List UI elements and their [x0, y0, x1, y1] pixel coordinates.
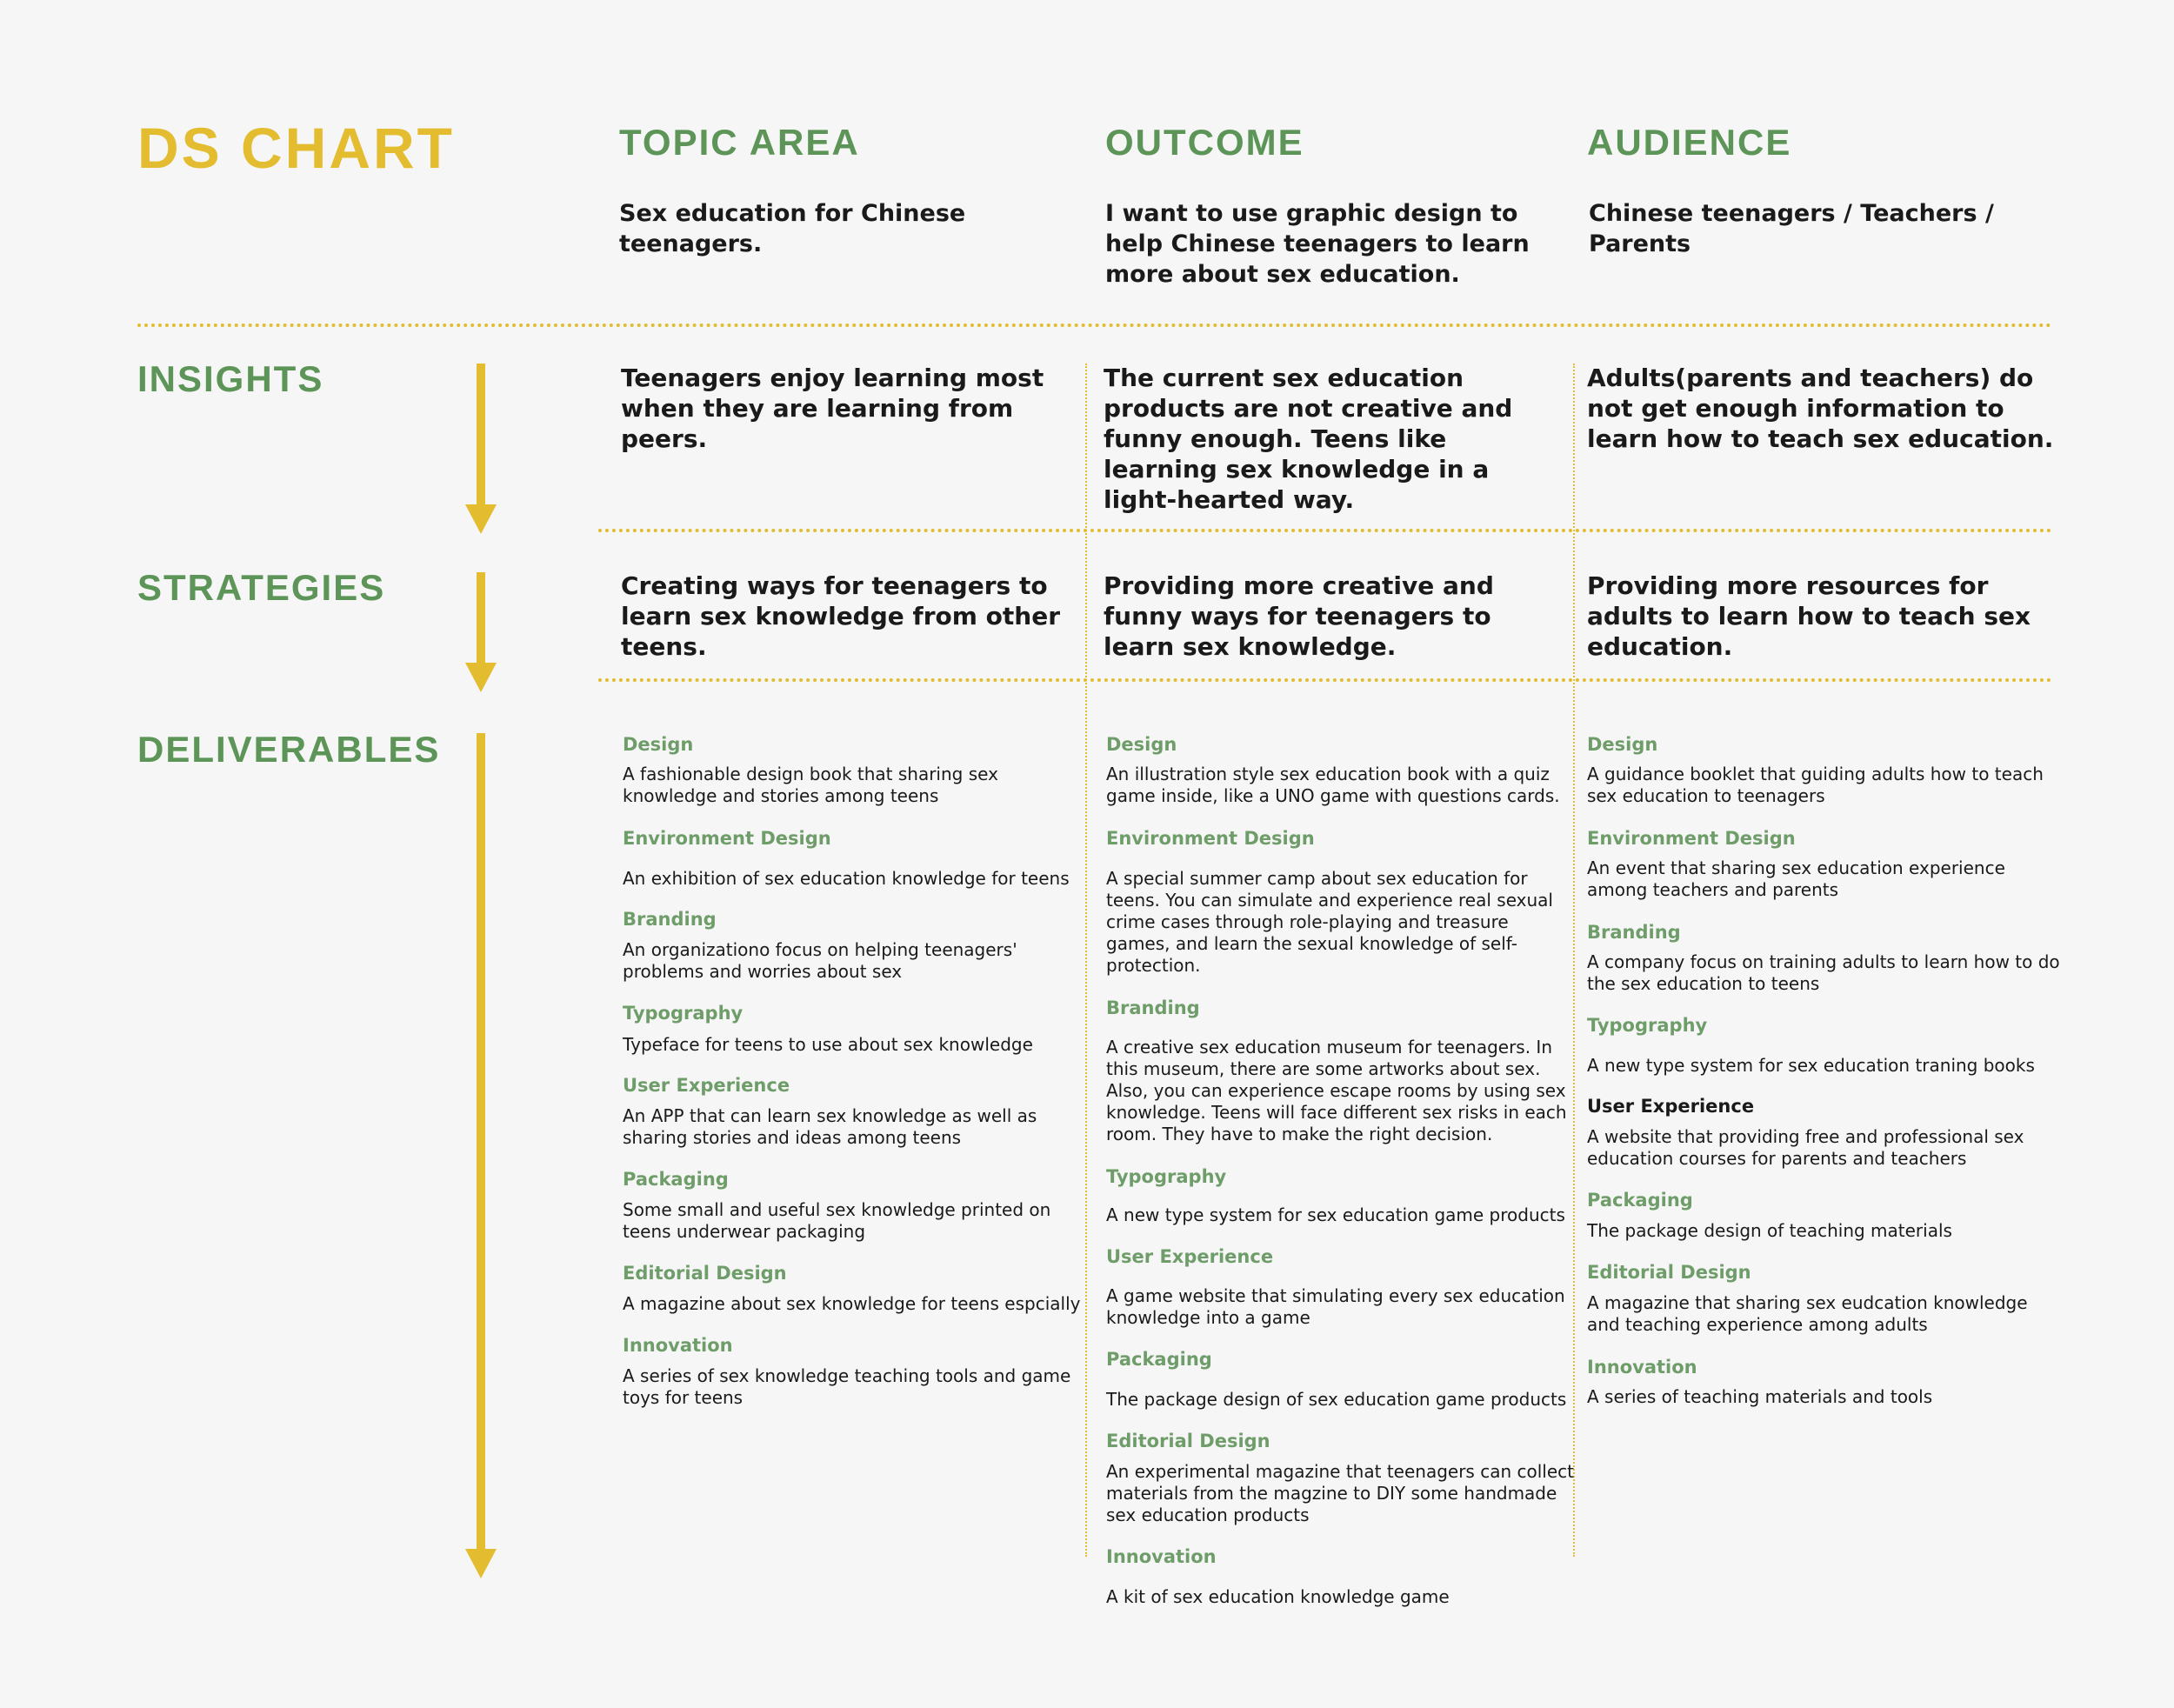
arrow-head-icon — [465, 504, 497, 534]
deliverable-description: An organizationo focus on helping teenagers' problems and worries about sex — [623, 939, 1017, 982]
audience-text: Chinese teenagers / Teachers / Parents — [1589, 200, 1994, 257]
deliverable-description: A new type system for sex education game products — [1106, 1204, 1565, 1225]
deliverable-description: The package design of teaching materials — [1587, 1220, 1952, 1241]
deliverable-description: A magazine about sex knowledge for teens espcially — [623, 1293, 1081, 1314]
strategies-divider — [598, 678, 2052, 682]
deliverable-category: Branding — [1106, 997, 1200, 1018]
deliverable-description: Typeface for teens to use about sex knowledge — [623, 1034, 1033, 1055]
row-heading-insights: INSIGHTS — [137, 358, 324, 399]
deliverable-description: A special summer camp about sex education for teens. You can simulate and experience real sexual crime cases through role-playing and treasure games, and learn the sexual knowledge of self-protection. — [1106, 868, 1553, 976]
deliverable-category: User Experience — [1106, 1246, 1274, 1267]
column-separator-2 — [1573, 364, 1575, 1557]
deliverable-description: A creative sex education museum for teenagers. In this museum, there are some artworks about sex. Also, you can experience escape rooms by using sex knowledge. Teens will face different sex risks in each room. They have to make the right decision. — [1106, 1037, 1567, 1144]
strategy-cell-outcome: Providing more creative and funny ways for teenagers to learn sex knowledge. — [1104, 571, 1494, 661]
deliverable-category: Innovation — [1106, 1546, 1217, 1567]
deliverable-category: Editorial Design — [623, 1263, 787, 1284]
column-heading-outcome: OUTCOME — [1105, 122, 1304, 163]
deliverable-description: The package design of sex education game products — [1106, 1389, 1567, 1410]
deliverable-category: Packaging — [1106, 1349, 1212, 1370]
deliverable-category: Editorial Design — [1587, 1262, 1751, 1283]
header-divider — [137, 324, 2052, 327]
deliverable-category: Typography — [623, 1003, 744, 1024]
column-heading-audience: AUDIENCE — [1587, 122, 1792, 163]
deliverable-description: A game website that simulating every sex education knowledge into a game — [1106, 1285, 1565, 1328]
deliverable-description: An illustration style sex education book with a quiz game inside, like a UNO game with questions cards. — [1106, 764, 1560, 806]
deliverables-arrow — [477, 733, 485, 1551]
row-heading-strategies: STRATEGIES — [137, 567, 386, 608]
chart-title: DS CHART — [137, 116, 455, 180]
arrow-head-icon — [465, 663, 497, 692]
column-heading-topic-area: TOPIC AREA — [619, 122, 860, 163]
deliverable-description: A guidance booklet that guiding adults how to teach sex education to teenagers — [1587, 764, 2044, 806]
strategies-arrow — [477, 572, 485, 664]
row-heading-deliverables: DELIVERABLES — [137, 729, 441, 770]
insight-cell-topic: Teenagers enjoy learning most when they are learning from peers. — [621, 364, 1044, 453]
deliverable-description: A company focus on training adults to learn how to do the sex education to teens — [1587, 951, 2060, 994]
deliverable-category: Typography — [1106, 1166, 1227, 1187]
deliverable-category: Packaging — [623, 1169, 729, 1190]
arrow-head-icon — [465, 1549, 497, 1578]
deliverable-category: User Experience — [623, 1075, 790, 1096]
deliverable-category: Typography — [1587, 1015, 1708, 1036]
deliverable-category: Design — [1587, 734, 1658, 755]
deliverable-description: A kit of sex education knowledge game — [1106, 1586, 1450, 1607]
deliverable-category: Environment Design — [1106, 828, 1315, 849]
deliverable-category: Editorial Design — [1106, 1431, 1270, 1451]
deliverable-category: Environment Design — [623, 828, 831, 849]
deliverable-category: Branding — [1587, 922, 1681, 943]
strategy-cell-audience: Providing more resources for adults to learn how to teach sex education. — [1587, 571, 2031, 661]
deliverable-description: An experimental magazine that teenagers can collect materials from the magzine to DIY some handmade sex education products — [1106, 1461, 1574, 1525]
deliverable-description: A website that providing free and professional sex education courses for parents and teachers — [1587, 1126, 2024, 1169]
deliverable-category: User Experience — [1587, 1096, 1755, 1117]
deliverable-description: A series of sex knowledge teaching tools and game toys for teens — [623, 1365, 1071, 1408]
topic-area-text: Sex education for Chinese teenagers. — [619, 200, 966, 257]
deliverable-category: Branding — [623, 909, 717, 930]
deliverable-category: Packaging — [1587, 1190, 1693, 1211]
strategy-cell-topic: Creating ways for teenagers to learn sex knowledge from other teens. — [621, 571, 1061, 661]
insights-arrow — [477, 364, 485, 506]
insight-cell-audience: Adults(parents and teachers) do not get enough information to learn how to teach sex education. — [1587, 364, 2054, 453]
deliverable-description: Some small and useful sex knowledge printed on teens underwear packaging — [623, 1199, 1051, 1242]
insight-cell-outcome: The current sex education products are not creative and funny enough. Teens like learning sex knowledge in a light-hearted way. — [1104, 364, 1513, 514]
deliverable-category: Design — [623, 734, 694, 755]
deliverable-description: A series of teaching materials and tools — [1587, 1386, 1933, 1407]
deliverable-description: An event that sharing sex education experience among teachers and parents — [1587, 857, 2005, 900]
insights-divider — [598, 529, 2052, 532]
deliverable-category: Design — [1106, 734, 1177, 755]
deliverable-category: Innovation — [623, 1335, 733, 1356]
deliverable-description: A magazine that sharing sex eudcation knowledge and teaching experience among adults — [1587, 1292, 2028, 1335]
deliverable-description: An APP that can learn sex knowledge as well as sharing stories and ideas among teens — [623, 1105, 1037, 1148]
deliverable-category: Innovation — [1587, 1357, 1697, 1378]
outcome-text: I want to use graphic design to help Chinese teenagers to learn more about sex education. — [1105, 200, 1530, 288]
deliverable-category: Environment Design — [1587, 828, 1796, 849]
deliverable-description: An exhibition of sex education knowledge for teens — [623, 868, 1070, 889]
deliverable-description: A fashionable design book that sharing sex knowledge and stories among teens — [623, 764, 998, 806]
deliverable-description: A new type system for sex education traning books — [1587, 1055, 2035, 1076]
